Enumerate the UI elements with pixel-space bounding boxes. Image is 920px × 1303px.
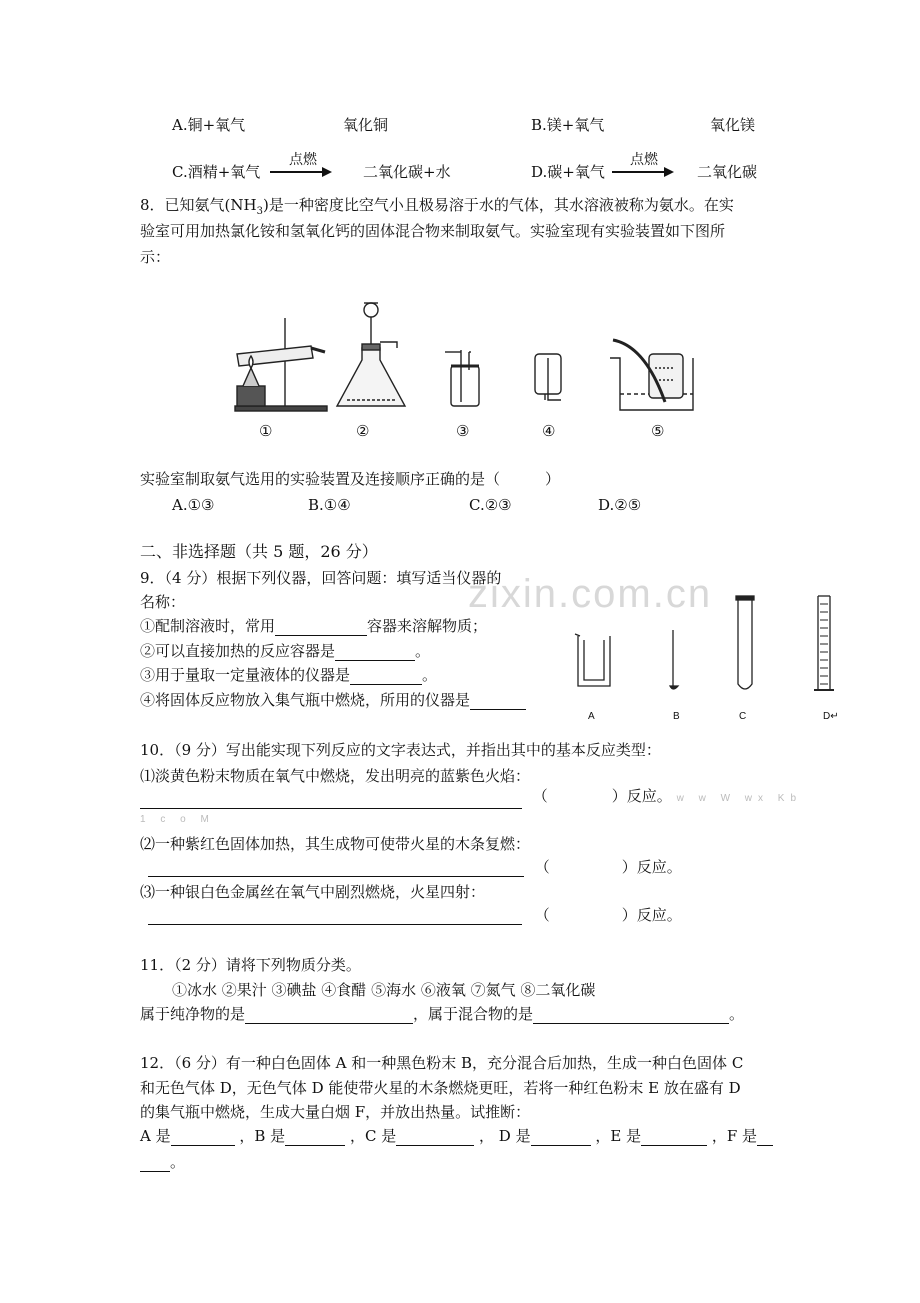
q9-blank-2[interactable]: [335, 644, 415, 661]
instrument-c-test-tube: [736, 596, 754, 689]
q10-blank-2[interactable]: [148, 860, 524, 877]
q10-part1-answer: （ ）反应。 w w W wx Kb: [140, 786, 802, 809]
q9-blank-3[interactable]: [350, 668, 422, 685]
instrument-label-d: D↵: [823, 711, 839, 722]
q8-option-d: D.②⑤: [598, 496, 642, 514]
watermark: zixin.com.cn: [468, 572, 713, 616]
option-d-condition: 点燃: [630, 152, 658, 168]
q8-line3: 示：: [140, 248, 171, 266]
q9-item1: ①配制溶液时，常用 容器来溶解物质；: [140, 617, 488, 635]
apparatus-5-water-trough: [610, 340, 693, 410]
q10-part3-answer: （ ）反应。: [148, 905, 682, 925]
q9-blank-1[interactable]: [275, 619, 367, 636]
option-a-reactants: A.铜+氧气: [172, 116, 246, 134]
instrument-label-b: B: [673, 711, 680, 722]
option-b-reactants: B.镁+氧气: [531, 116, 605, 134]
apparatus-label-5: ⑤: [651, 422, 665, 440]
apparatus-label-2: ②: [356, 422, 370, 440]
option-c-condition: 点燃: [289, 152, 317, 168]
option-b-product: 氧化镁: [710, 116, 756, 134]
instrument-b-spoon: [670, 630, 678, 689]
q10-part3-text: ⑶一种银白色金属丝在氧气中剧烈燃烧，火星四射：: [140, 883, 486, 901]
apparatus-1-heating-setup: [235, 318, 327, 411]
q10-line1: 10．（9 分）写出能实现下列反应的文字表达式，并指出其中的基本反应类型：: [140, 741, 661, 759]
q12-answer-end: 。: [140, 1152, 185, 1172]
option-c-product: 二氧化碳+水: [363, 163, 451, 181]
q12-blank-f-start[interactable]: [757, 1129, 773, 1146]
q8-option-c: C.②③: [469, 496, 512, 514]
q9-item4: ④将固体反应物放入集气瓶中燃烧，所用的仪器是: [140, 690, 526, 710]
q10-part1-text: ⑴淡黄色粉末物质在氧气中燃烧，发出明亮的蓝紫色火焰：: [140, 767, 531, 785]
instrument-a-beaker: [575, 634, 610, 686]
q12-line3: 的集气瓶中燃烧，生成大量白烟 F，并放出热量。试推断：: [140, 1103, 531, 1121]
instrument-d-graduated-cylinder: [814, 596, 834, 690]
q12-blank-c[interactable]: [396, 1129, 474, 1146]
instruments-figure: [570, 590, 840, 700]
q12-line1: 12．（6 分）有一种白色固体 A 和一种黑色粉末 B，充分混合后加热，生成一种白色固体 C: [140, 1054, 744, 1072]
apparatus-4-inverted-bottle: [535, 354, 561, 400]
q10-blank-1[interactable]: [140, 792, 522, 809]
apparatus-label-3: ③: [456, 422, 470, 440]
q12-blank-e[interactable]: [641, 1129, 707, 1146]
q10-part2-text: ⑵一种紫红色固体加热，其生成物可使带火星的木条复燃：: [140, 835, 531, 853]
q9-blank-4[interactable]: [470, 693, 526, 710]
apparatus-3-gas-bottle: [445, 350, 479, 406]
section-heading: 二、非选择题（共 5 题，26 分）: [140, 542, 378, 561]
option-d-product: 二氧化碳: [697, 163, 758, 181]
instrument-label-a: A: [588, 711, 595, 722]
q8-line2: 验室可用加热氯化铵和氢氧化钙的固体混合物来制取氨气。实验室现有实验装置如下图所: [140, 222, 726, 240]
q12-line2: 和无色气体 D，无色气体 D 能使带火星的木条燃烧更旺，若将一种红色粉末 E 放在盛有 D: [140, 1079, 741, 1097]
option-d-arrow: [612, 165, 674, 179]
q9-item3: ③用于量取一定量液体的仪器是 。: [140, 666, 438, 684]
q10-part2-answer: （ ）反应。: [148, 857, 682, 877]
q8-line1: 8．已知氨气$(NH_3)$是一种密度比空气小且极易溶于水的气体，其水溶液被称为氨水。在实: [140, 196, 734, 217]
option-d-reactants: D.碳+氧气: [531, 163, 605, 181]
apparatus-2-flask-funnel: [337, 303, 405, 406]
q11-substances: ①冰水 ②果汁 ③碘盐 ④食醋 ⑤海水 ⑥液氧 ⑦氮气 ⑧二氧化碳: [172, 981, 596, 999]
option-c-reactants: C.酒精+氧气: [172, 163, 261, 181]
q11-blank-mixture[interactable]: [533, 1007, 729, 1024]
apparatus-label-1: ①: [259, 422, 273, 440]
q12-blank-f[interactable]: [140, 1155, 170, 1172]
q8-option-b: B.①④: [308, 496, 351, 514]
q11-answer-line: 属于纯净物的是 ，属于混合物的是 。: [140, 1005, 745, 1023]
q12-blank-d[interactable]: [531, 1129, 591, 1146]
q8-question: 实验室制取氨气选用的实验装置及连接顺序正确的是（ ）: [140, 470, 561, 488]
q9-line2: 名称：: [140, 593, 186, 611]
q12-answers: A 是 ，B 是 ，C 是 ， D 是 ，E 是 ，F 是: [140, 1126, 773, 1146]
apparatus-label-4: ④: [542, 422, 556, 440]
q10-blank-3[interactable]: [148, 908, 522, 925]
apparatus-figure: [225, 298, 705, 418]
q9-item2: ②可以直接加热的反应容器是 。: [140, 642, 431, 660]
q11-line1: 11．（2 分）请将下列物质分类。: [140, 956, 361, 974]
q8-option-a: A.①③: [172, 496, 215, 514]
instrument-label-c: C: [739, 711, 747, 722]
option-c-arrow: [270, 165, 332, 179]
q12-blank-a[interactable]: [171, 1129, 235, 1146]
q12-blank-b[interactable]: [285, 1129, 345, 1146]
q9-line1: 9．（4 分）根据下列仪器，回答问题：填写适当仪器的: [140, 569, 502, 587]
q10-faint-text: 1 c o M: [140, 814, 215, 825]
q11-blank-pure[interactable]: [245, 1007, 413, 1024]
option-a-product: 氧化铜: [343, 116, 389, 134]
